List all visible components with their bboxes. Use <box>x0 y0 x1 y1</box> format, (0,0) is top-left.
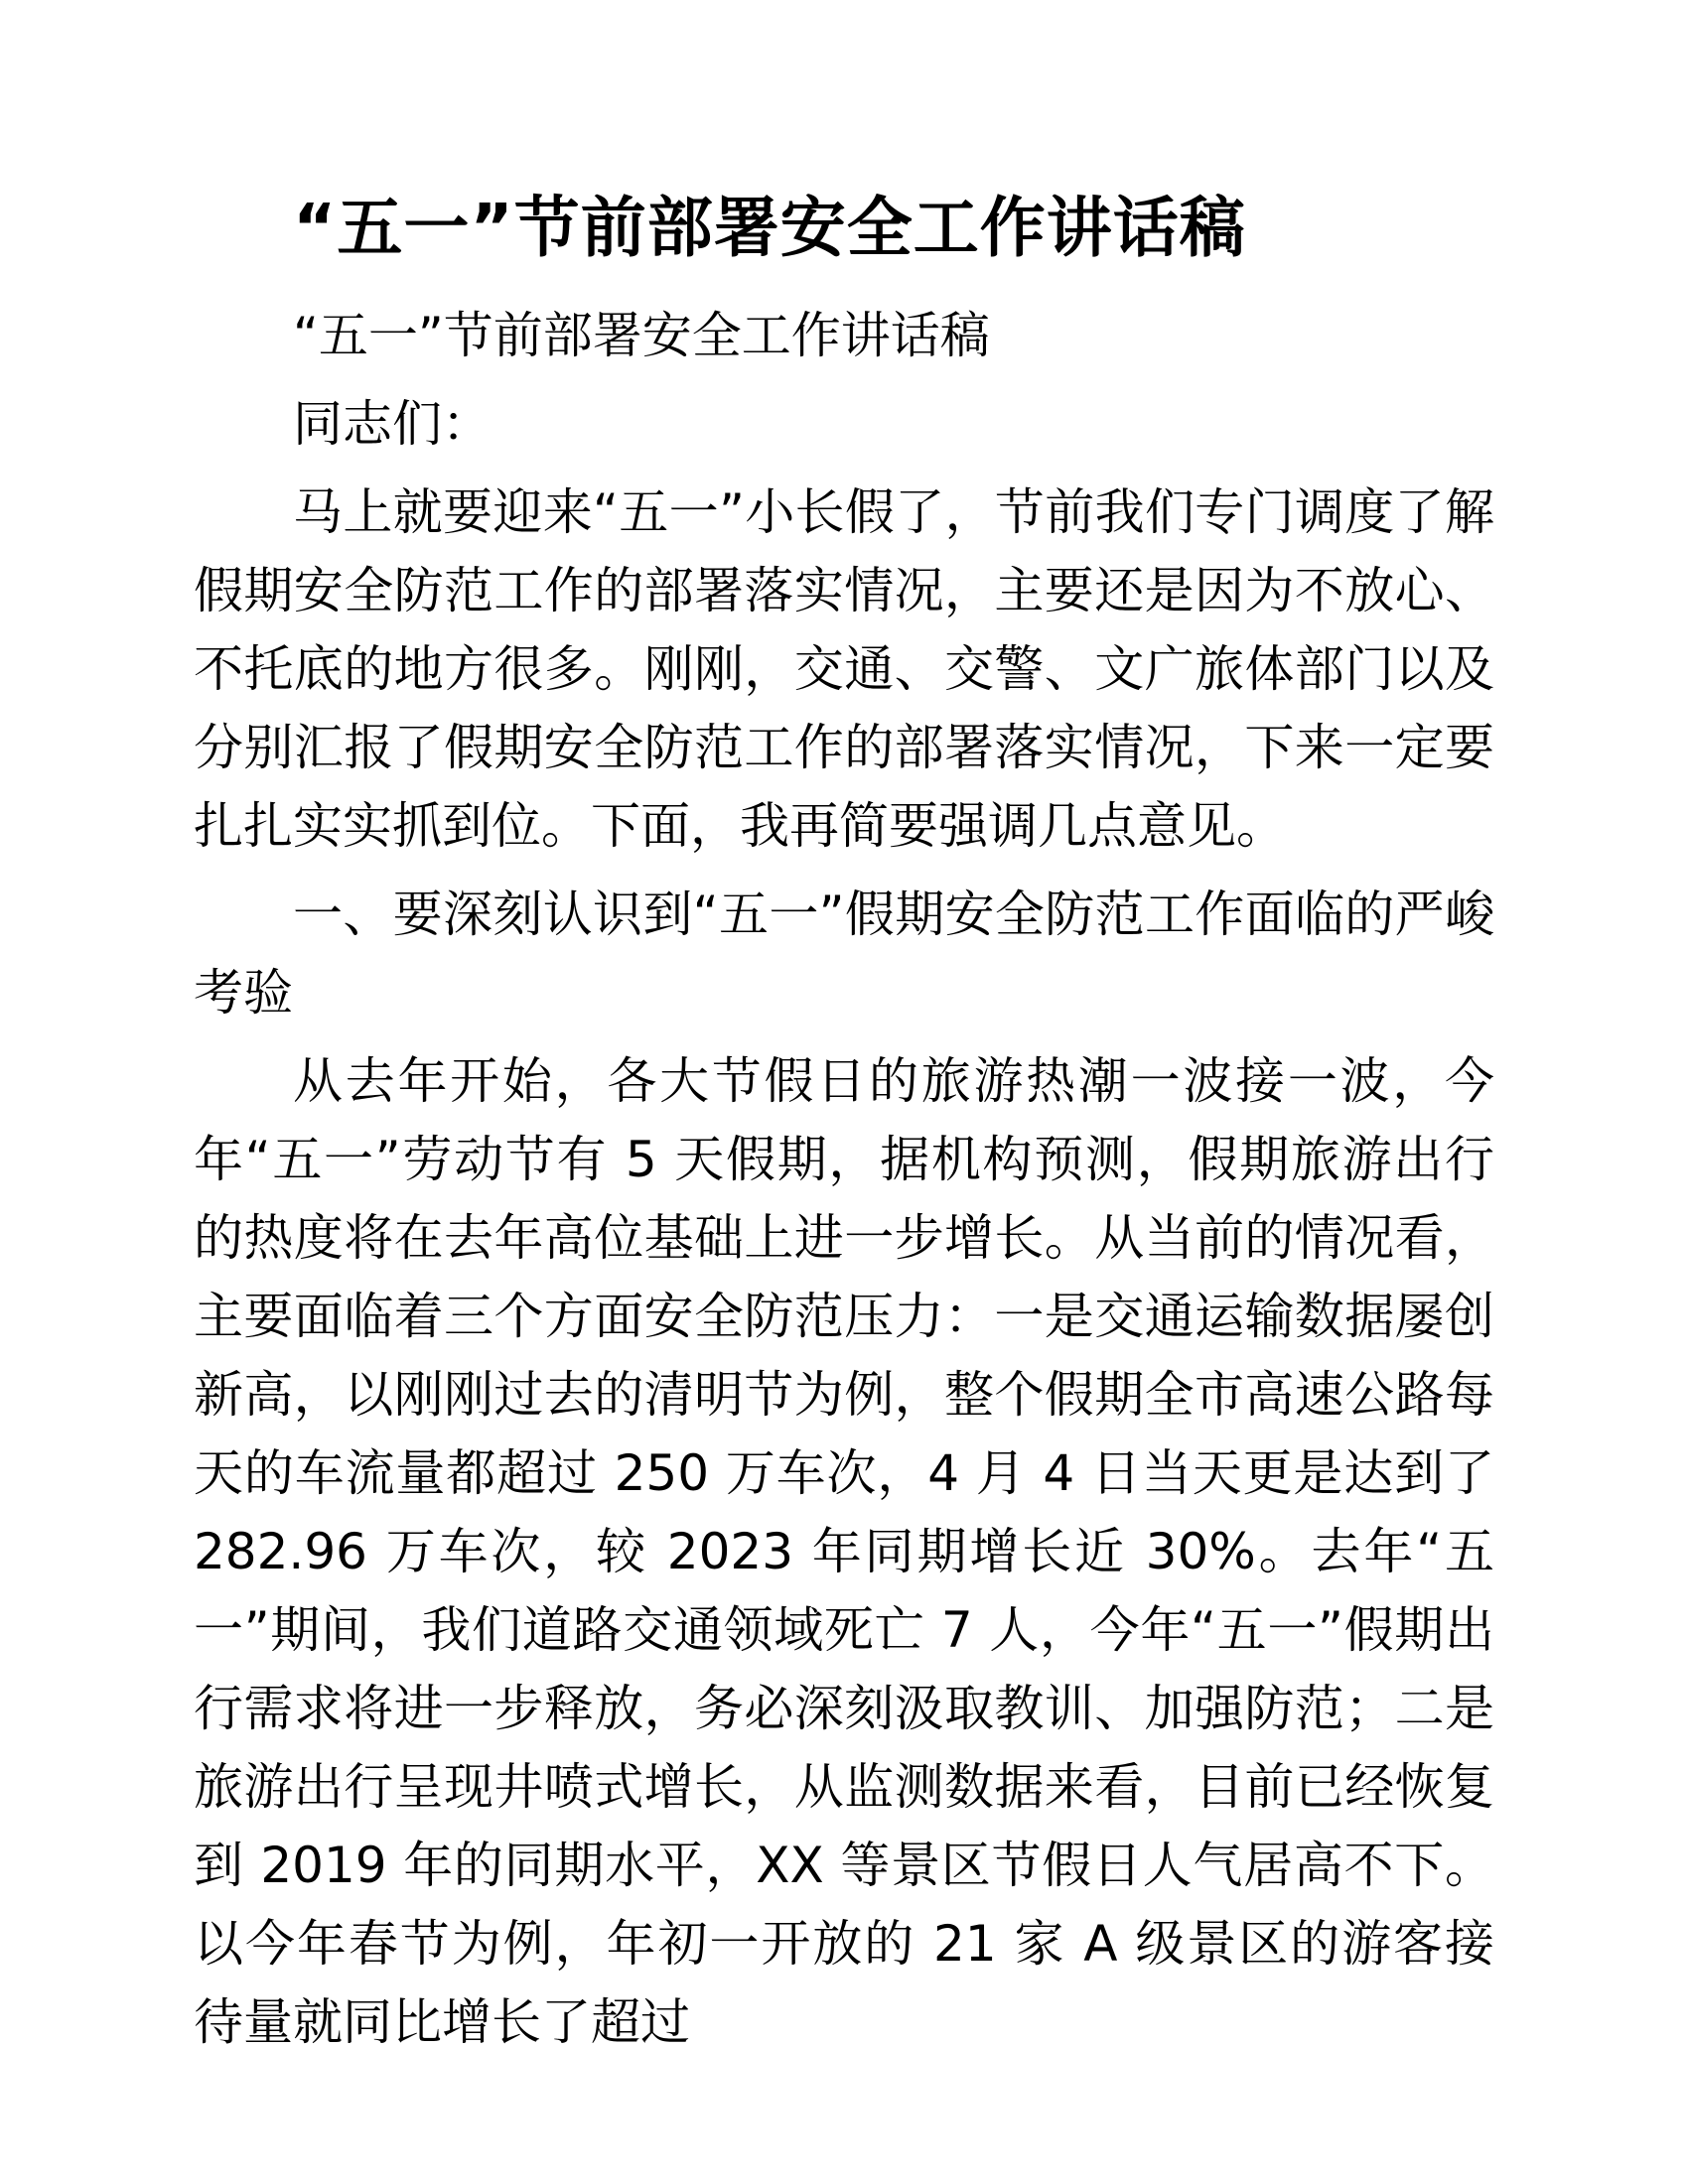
document-title: “五一”节前部署安全工作讲话稿 <box>293 190 1246 266</box>
body-paragraph: 从去年开始，各大节假日的旅游热潮一波接一波，今年“五一”劳动节有 5 天假期，据机构预测，假期旅游出行的热度将在去年高位基础上进一步增长。从当前的情况看，主要面临着三个方面安全防范压力：一是交通运输数据屡创新高，以刚刚过去的清明节为例，整个假期全市高速公路每天的车流量都超过 250 万车次，4 月 4 日当天更是达到了 282.96 万车次，较 2023 年同期增长近 30%。去年“五一”期间，我们道路交通领域死亡 7 人，今年“五一”假期出行需求将进一步释放，务必深刻汲取教训、加强防范；二是旅游出行呈现井喷式增长，从监测数据来看，目前已经恢复到 2019 年的同期水平，XX 等景区节假日人气居高不下。以今年春节为例，年初一开放的 21 家 A 级景区的游客接待量就同比增长了超过 <box>194 1052 1494 2051</box>
subtitle-paragraph: “五一”节前部署安全工作讲话稿 <box>293 307 990 364</box>
section-heading: 一、要深刻认识到“五一”假期安全防范工作面临的严峻考验 <box>194 886 1494 1022</box>
intro-paragraph: 马上就要迎来“五一”小长假了，节前我们专门调度了解假期安全防范工作的部署落实情况，主要还是因为不放心、不托底的地方很多。刚刚，交通、交警、文广旅体部门以及分别汇报了假期安全防范工作的部署落实情况，下来一定要扎扎实实抓到位。下面，我再简要强调几点意见。 <box>194 483 1494 855</box>
salutation-paragraph: 同志们： <box>293 395 492 453</box>
